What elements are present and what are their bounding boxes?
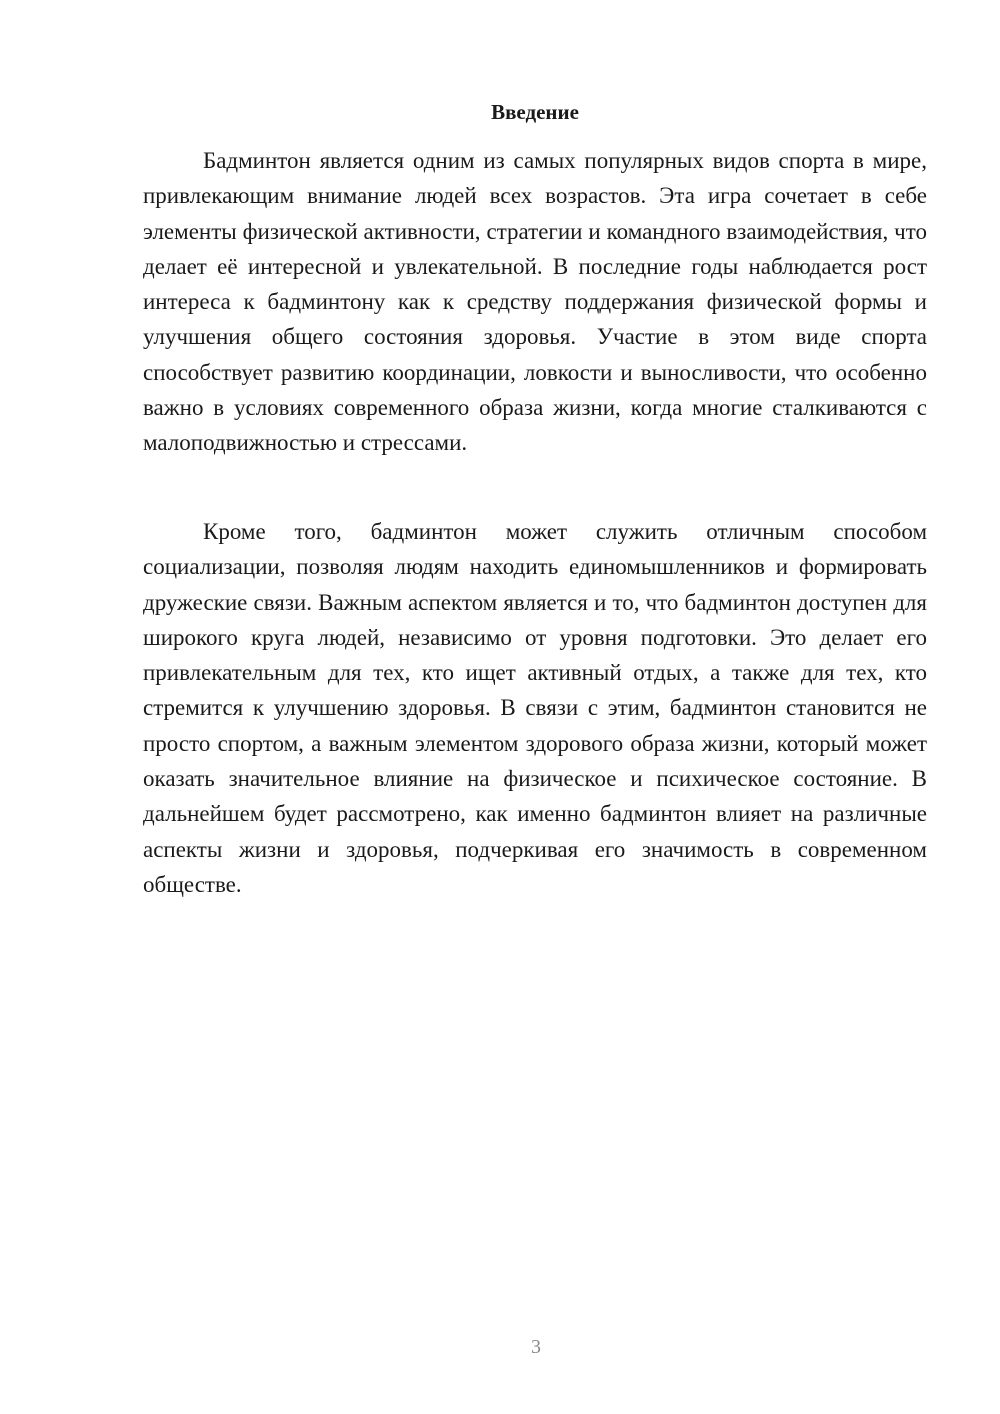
paragraph-intro: Бадминтон является одним из самых популярных видов спорта в мире, привлекающим внимание людей всех возрастов. Эта игра сочетает в себе элементы физической активности, стратегии и командного взаимодействия, что делает её интересной и увлекательной. В последние годы наблюдается рост интереса к бадминтону как к средству поддержания физической формы и улучшения общего состояния здоровья. Участие в этом виде спорта способствует развитию координации, ловкости и выносливости, что особенно важно в условиях современного образа жизни, когда многие сталкиваются с малоподвижностью и стрессами. (143, 148, 927, 456)
page-number: 3 (531, 1336, 541, 1358)
page-title: Введение (491, 100, 579, 124)
paragraph-socialization: Кроме того, бадминтон может служить отличным способом социализации, позволяя людям находить единомышленников и формировать дружеские связи. Важным аспектом является и то, что бадминтон доступен для широкого круга людей, независимо от уровня подготовки. Это делает его привлекательным для тех, кто ищет активный отдых, а также для тех, кто стремится к улучшению здоровья. В связи с этим, бадминтон становится не просто спортом, а важным элементом здорового образа жизни, который может оказать значительное влияние на физическое и психическое состояние. В дальнейшем будет рассмотрено, как именно бадминтон влияет на различные аспекты жизни и здоровья, подчеркивая его значимость в современном обществе. (143, 519, 927, 897)
